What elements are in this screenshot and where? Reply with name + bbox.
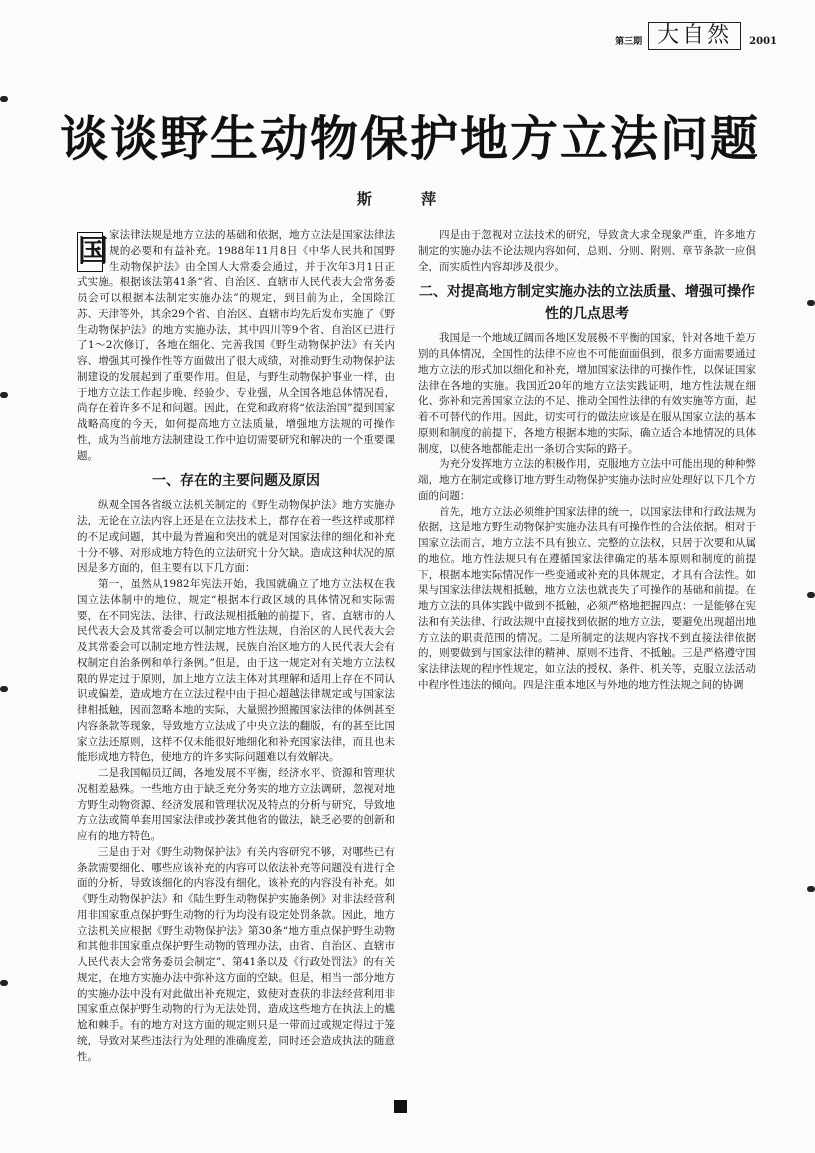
intro-text: 家法律法规是地方立法的基础和依据，地方立法是国家法律法规的必要和有益补充。1988年11月8日《中华人民共和国野生动物保护法》由全国人大常委会通过，并于次年3月1日正式实施。根据该法第41条“省、自治区、直辖市人民代表大会常务委员会可以根据本法制定实施办法”的规定，到目前为止，全国除江苏、天津等外，其余29个省、自治区、直辖市均先后发布实施了《野生动物保护法》的地方实施办法，其中四川等9个省、自治区已进行了1～2次修订，各地在细化、完善我国《野生动物保护法》有关内容、增强其可操作性等方面做出了很大成绩，对推动野生动物保护法制建设的发展起到了重要作用。但是，与野生动物保护事业一样，由于地方立法工作起步晚、经验少、专业强，从全国各地总体情况看，尚存在着许多不足和问题。因此，在党和政府将“依法治国”提到国家战略高度的今天，如何提高地方立法质量，增强地方法规的可操作性，成为当前地方法制建设工作中迫切需要研究和解决的一个重要课题。 xyxy=(77,229,395,462)
body-paragraph: 我国是一个地域辽阔而各地区发展极不平衡的国家，针对各地千差万别的具体情况，全国性的法律不应也不可能面面俱到，很多方面需要通过地方立法的形式加以细化和补充，增加国家法律的可操作性，以保证国家法律在各地的实施。我国近20年的地方立法实践证明，地方性法规在细化、弥补和完善国家立法的不足、推动全国性法律的有效实施等方面，起着不可替代的作用。因此，切实可行的做法应该是在服从国家立法的基本原则和制度的前提下，各地方根据本地的实际，确立适合本地情况的具体制度，以使各地都能走出一条切合实际的路子。 xyxy=(418,332,756,455)
paragraph-text: 三是由于对《野生动物保护法》有关内容研究不够，对哪些已有条款需要细化、哪些应该补充的内容可以依法补充等问题没有进行全面的分析，导致该细化的内容没有细化，该补充的内容没有补充。如《野生动物保护法》和《陆生野生动物保护实施条例》对非法经营利用非国家重点保护野生动物的行为均没有设定处罚条款。因此，地方立法机关应根据《野生动物保护法》第30条“地方重点保护野生动物和其他非国家重点保护野生动物的管理办法，由省、自治区、直辖市人民代表大会常务委员会制定”、第41条以及《行政处罚法》的有关规定，在地方实施办法中弥补这方面的空缺。但是，相当一部分地方的实施办法中没有对此做出补充规定，致使对查获的非法经营利用非国家重点保护野生动物的行为无法处罚，造成这些地方在执法上的尴尬和棘手。有的地方对这方面的规定则只是一带而过或规定得过于笼统，导致对某些违法行为处理的准确度差，同时还会造成执法的随意性。 xyxy=(77,845,395,1063)
body-paragraph: 为充分发挥地方立法的积极作用，克服地方立法中可能出现的种种弊端，地方在制定或修订地方野生动物保护实施办法时应处理好以下几个方面的问题： xyxy=(418,458,756,502)
journal-name: 大自然 xyxy=(648,22,741,50)
margin-mark xyxy=(0,686,8,692)
article-column-right xyxy=(418,228,756,694)
issue-label: 第三期 xyxy=(615,37,643,47)
margin-mark xyxy=(0,392,8,398)
author-name: 斯 萍 xyxy=(356,190,459,208)
body-paragraph: 首先，地方立法必须维护国家法律的统一，以国家法律和行政法规为依据，这是地方野生动物保护实施办法具有可操作性的合法依据。相对于国家立法而言，地方立法不具有独立、完整的立法权，只居于次要和从属的地位。地方性法规只有在遵循国家法律确定的基本原则和制度的前提下，根据本地实际情况作一些变通或补充的具体规定，才具有合法性。如果与国家法律法规相抵触，地方立法也就丧失了可操作的基础和前提。在地方立法的具体实践中做到不抵触，必须严格地把握四点：一是能够在宪法和有关法律、行政法规中直接找到依据的地方立法，要避免出现超出地方立法的职责范围的情况。二是所制定的法规内容找不到直接法律依据的，则要做到与国家法律的精神、原则不违背、不抵触。三是严格遵守国家法律法规的程序性规定，如立法的授权、条件、机关等，克服立法活动中程序性违法的倾向。四是注重本地区与外地的地方性法规之间的协调 xyxy=(418,505,756,691)
intro-paragraph xyxy=(77,228,395,464)
body-paragraph: 二是我国幅员辽阔，各地发展不平衡，经济水平、资源和管理状况相差悬殊。一些地方由于缺乏充分务实的地方立法调研，忽视对地方野生动物资源、经济发展和管理状况及特点的分析与研究，导致地方立法或简单套用国家法律或抄袭其他省的做法，缺乏必要的创新和应有的地方特色。 xyxy=(77,767,395,842)
body-paragraph: 四是由于忽视对立法技术的研究，导致贪大求全现象严重，许多地方制定的实施办法不论法规内容如何，总则、分则、附则、章节条款一应俱全，而实质性内容却涉及很少。 xyxy=(418,229,756,273)
margin-mark xyxy=(807,592,815,598)
year-label: 2001 xyxy=(749,36,777,47)
article-column-left xyxy=(77,228,395,1065)
body-paragraph: 第一，虽然从1982年宪法开始，我国就确立了地方立法权在我国立法体制中的地位，规定“根据本行政区域的具体情况和实际需要，在不同宪法、法律、行政法规相抵触的前提下，省、直辖市的人民代表大会及其常委会可以制定地方性法规，自治区的人民代表大会及其常委会可以制定地方性法规，民族自治区地方的人民代表大会有权制定自治条例和单行条例。”但是，由于这一规定对有关地方立法权限的界定过于原则，加上地方立法主体对其理解和适用上存在不同认识或偏差，造成地方在立法过程中由于担心超越法律规定或与国家法律相抵触，因而忽略本地的实际，大量照抄照搬国家法律的体例甚至内容条款等现象，导致地方立法成了中央立法的翻版，有的甚至比国家立法还原则，这样不仅未能很好地细化和补充国家法律，而且也未能形成地方特色，使地方的许多实际问题难以有效解决。 xyxy=(77,578,395,764)
body-paragraph-continues xyxy=(77,845,395,1066)
section-heading-2: 二、对提高地方制定实施办法的立法质量、增强可操作性的几点思考 xyxy=(419,284,755,323)
margin-mark xyxy=(807,300,815,306)
journal-header xyxy=(615,22,777,50)
margin-mark xyxy=(0,980,8,986)
body-paragraph: 纵观全国各省级立法机关制定的《野生动物保护法》地方实施办法，无论在立法内容上还是在立法技术上，都存在着一些这样或那样的不足或问题，其中最为普遍和突出的就是对国家法律的细化和补充十分不够、对形成地方特色的立法研究十分欠缺。造成这种状况的原因是多方面的，但主要有以下几方面： xyxy=(77,499,395,575)
section-heading-1: 一、存在的主要问题及原因 xyxy=(152,473,320,490)
margin-mark xyxy=(0,96,8,102)
margin-mark xyxy=(807,886,815,892)
article-title: 谈谈野生动物保护地方立法问题 xyxy=(60,111,761,167)
page-marker xyxy=(394,1100,407,1113)
drop-cap: 国 xyxy=(77,232,103,272)
